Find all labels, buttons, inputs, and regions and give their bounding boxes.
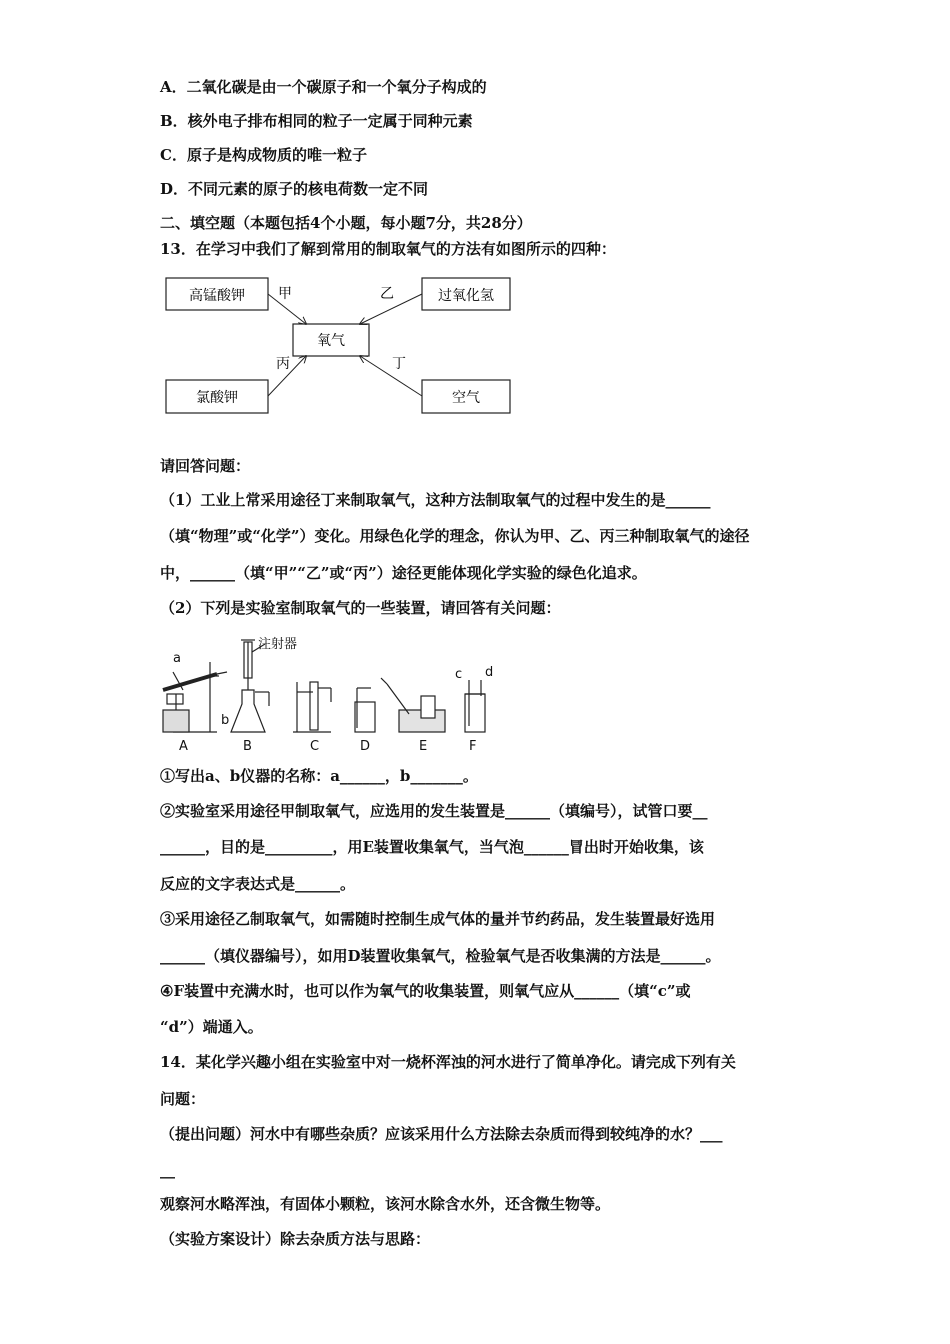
q13-p1-line1: （1）工业上常采用途径丁来制取氧气，这种方法制取氧气的过程中发生的是______ xyxy=(160,491,711,509)
q13-prompt: 请回答问题： xyxy=(160,457,251,475)
oxygen-methods-diagram xyxy=(160,268,520,418)
apparatus-f xyxy=(465,680,485,732)
option-b: B．核外电子排布相同的粒子一定属于同种元素 xyxy=(160,112,473,130)
section-title: 二、填空题（本题包括4个小题，每小题7分，共28分） xyxy=(160,214,532,232)
q13-s3-line2: ______（填仪器编号），如用D装置收集氧气，检验氧气是否收集满的方法是______。 xyxy=(160,947,721,965)
syringe-label: 注射器 xyxy=(258,637,298,652)
apparatus-label-C: C xyxy=(310,739,320,754)
apparatus-label-F: F xyxy=(469,739,477,754)
apparatus-a xyxy=(163,662,230,732)
q14-observe: 观察河水略浑浊，有固体小颗粒，该河水除含水外，还含微生物等。 xyxy=(160,1195,611,1213)
option-c: C．原子是构成物质的唯一粒子 xyxy=(160,146,367,164)
route-label-jia: 甲 xyxy=(278,286,292,302)
q13-s4-line1: ④F装置中充满水时，也可以作为氧气的收集装置，则氧气应从______（填“c”或 xyxy=(160,982,691,1000)
q14-ask-line2: __ xyxy=(160,1161,175,1179)
label-potassium-permanganate: 高锰酸钾 xyxy=(189,288,245,304)
label-oxygen: 氧气 xyxy=(317,333,345,349)
label-c: c xyxy=(455,667,463,682)
label-a: a xyxy=(173,651,181,666)
apparatus-b xyxy=(231,640,269,732)
q14-stem-line1: 14．某化学兴趣小组在实验室中对一烧杯浑浊的河水进行了简单净化。请完成下列有关 xyxy=(160,1053,736,1071)
option-d: D．不同元素的原子的核电荷数一定不同 xyxy=(160,180,429,198)
q13-s3-line1: ③采用途径乙制取氧气，如需随时控制生成气体的量并节约药品，发生装置最好选用 xyxy=(160,910,716,928)
option-a: A．二氧化碳是由一个碳原子和一个氧分子构成的 xyxy=(160,78,487,96)
q13-stem: 13．在学习中我们了解到常用的制取氧气的方法有如图所示的四种： xyxy=(160,240,616,258)
q14-ask-line1: （提出问题）河水中有哪些杂质？应该采用什么方法除去杂质而得到较纯净的水？___ xyxy=(160,1125,723,1143)
apparatus-label-E: E xyxy=(419,739,428,754)
label-air: 空气 xyxy=(452,390,480,406)
q13-s4-line2: “d”）端通入。 xyxy=(160,1018,263,1036)
route-label-yi: 乙 xyxy=(380,286,394,302)
q14-stem-line2: 问题： xyxy=(160,1090,206,1108)
q13-s2-line3: 反应的文字表达式是______。 xyxy=(160,875,356,893)
route-label-ding: 丁 xyxy=(392,356,406,372)
q13-s2-line2: ______，目的是_________，用E装置收集氧气，当气泡______冒出时开始收集，该 xyxy=(160,838,704,856)
label-d: d xyxy=(485,665,494,680)
apparatus-c xyxy=(293,682,331,732)
route-label-bing: 丙 xyxy=(276,356,290,372)
q13-s1: ①写出a、b仪器的名称：a______，b_______。 xyxy=(160,767,478,785)
label-hydrogen-peroxide: 过氧化氢 xyxy=(438,288,494,304)
apparatus-e xyxy=(381,678,445,732)
label-b: b xyxy=(221,713,230,728)
q13-s2-line1: ②实验室采用途径甲制取氧气，应选用的发生装置是______（填编号），试管口要__ xyxy=(160,802,708,820)
apparatus-label-D: D xyxy=(360,739,371,754)
apparatus-label-B: B xyxy=(243,739,252,754)
lab-apparatus-figure xyxy=(155,632,505,757)
q14-design: （实验方案设计）除去杂质方法与思路： xyxy=(160,1230,431,1248)
q13-p1-line2: （填“物理”或“化学”）变化。用绿色化学的理念，你认为甲、乙、丙三种制取氧气的途径 xyxy=(160,527,750,545)
arrow-ding xyxy=(360,356,422,396)
apparatus-d xyxy=(355,688,375,732)
apparatus-label-A: A xyxy=(179,739,188,754)
label-potassium-chlorate: 氯酸钾 xyxy=(196,390,238,406)
q13-p1-line3: 中，______（填“甲”“乙”或“丙”）途径更能体现化学实验的绿色化追求。 xyxy=(160,564,647,582)
q13-p2: （2）下列是实验室制取氧气的一些装置，请回答有关问题： xyxy=(160,599,561,617)
